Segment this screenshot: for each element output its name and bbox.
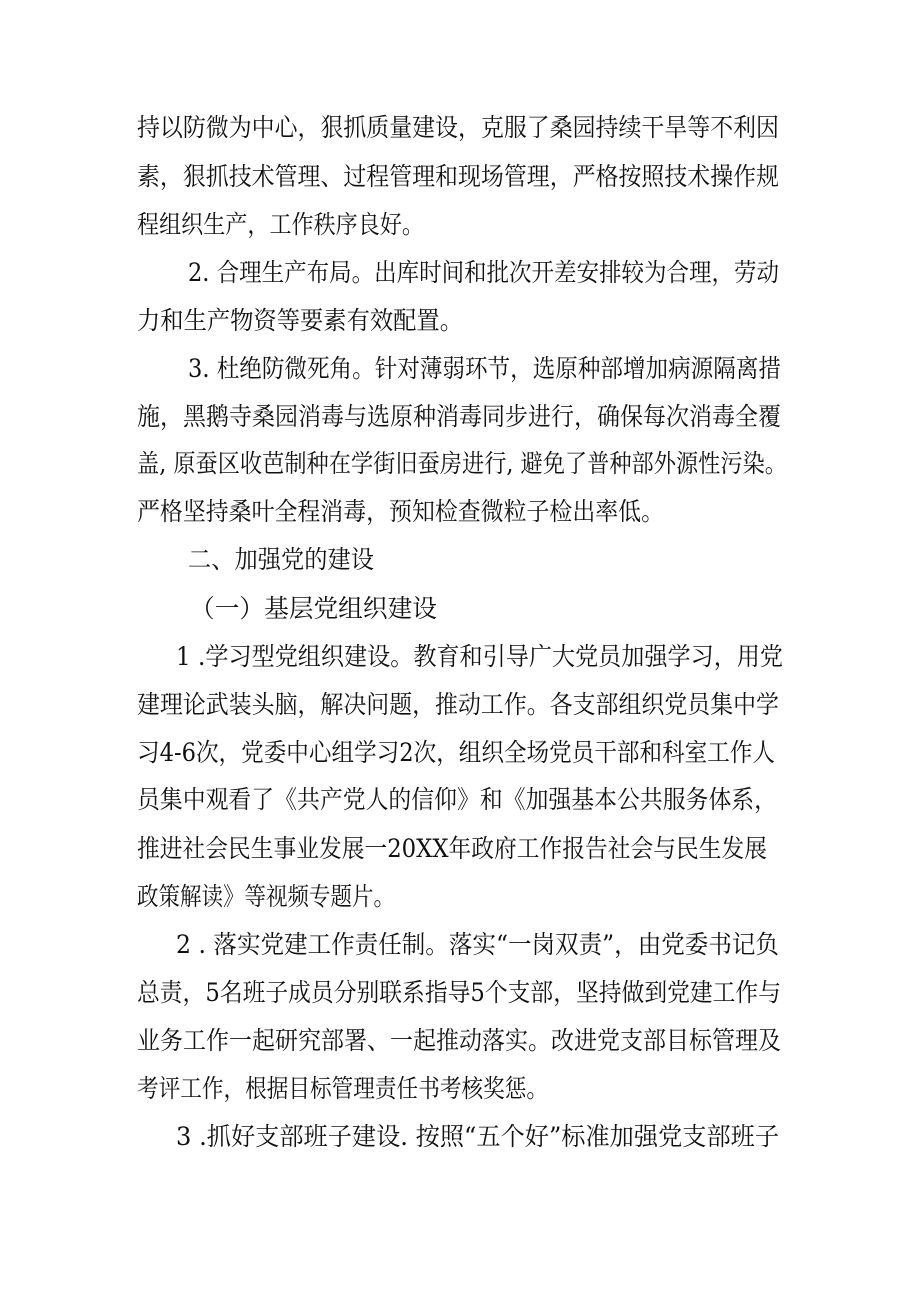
subsection-heading — [0, 589, 920, 629]
text-line — [0, 108, 920, 148]
line-text: 员集中观看了《共产党人的信仰》和《加强基本公共服务体系， — [137, 785, 778, 814]
text-line — [0, 877, 920, 917]
text-line — [0, 1021, 920, 1061]
text-line — [0, 349, 920, 389]
text-line — [0, 205, 920, 245]
line-text: 3. 杜绝防微死角。针对薄弱环节，选原种部增加病源隔离措 — [188, 354, 781, 383]
heading-text: （一）基层党组织建设 — [190, 594, 437, 623]
line-text: 3 .抓好支部班子建设. 按照“五个好”标准加强党支部班子 — [176, 1122, 780, 1151]
text-line — [0, 780, 920, 820]
text-line — [0, 492, 920, 532]
line-text: 持以防微为中心，狠抓质量建设，克服了桑园持续干旱等不利因 — [137, 113, 779, 142]
line-text: 政策解读》等视频专题片。 — [137, 882, 396, 911]
line-text: 盖, 原蚕区收芭制种在学街旧蚕房进行, 避免了普种部外源性污染。 — [137, 449, 787, 478]
line-text: 考评工作，根据目标管理责任书考核奖惩。 — [137, 1074, 548, 1103]
line-text: 业务工作一起研究部署、一起推动落实。改进党支部目标管理及 — [137, 1026, 782, 1055]
text-line — [0, 157, 920, 197]
text-line — [0, 829, 920, 869]
line-text: 2 . 落实党建工作责任制。落实“一岗双责”，由党委书记负 — [176, 930, 779, 959]
text-line — [0, 973, 920, 1013]
text-line — [0, 1117, 920, 1157]
line-text: 素，狠抓技术管理、过程管理和现场管理，严格按照技术操作规 — [137, 162, 779, 191]
line-text: 习4-6次，党委中心组学习2次，组织全场党员干部和科室工作人 — [137, 738, 776, 767]
line-text: 力和生产物资等要素有效配置。 — [137, 306, 464, 335]
line-text: 建理论武装头脑，解决问题，推动工作。各支部组织党员集中学 — [137, 690, 779, 719]
text-line — [0, 444, 920, 484]
text-line — [0, 1069, 920, 1109]
line-text: 严格坚持桑叶全程消毒，预知检查微粒子检出率低。 — [137, 497, 665, 526]
text-line — [0, 685, 920, 725]
line-text: 总责，5名班子成员分别联系指导5个支部，坚持做到党建工作与 — [137, 978, 781, 1007]
line-text: 施，黑鹅寺桑园消毒与选原种消毒同步进行，确保每次消毒全覆 — [137, 402, 782, 431]
line-text: 推进社会民生事业发展一20XX年政府工作报告社会与民生发展 — [137, 834, 767, 863]
heading-text: 二、加强党的建设 — [188, 545, 374, 574]
text-line — [0, 733, 920, 773]
line-text: 程组织生产，工作秩序良好。 — [137, 210, 424, 239]
text-line — [0, 925, 920, 965]
text-line — [0, 397, 920, 437]
line-text: 1 .学习型党组织建设。教育和引导广大党员加强学习，用党 — [176, 642, 784, 671]
text-line — [0, 637, 920, 677]
section-heading — [0, 540, 920, 580]
line-text: 2. 合理生产布局。出库时间和批次开差安排较为合理，劳动 — [188, 258, 779, 287]
text-line — [0, 253, 920, 293]
text-line — [0, 301, 920, 341]
